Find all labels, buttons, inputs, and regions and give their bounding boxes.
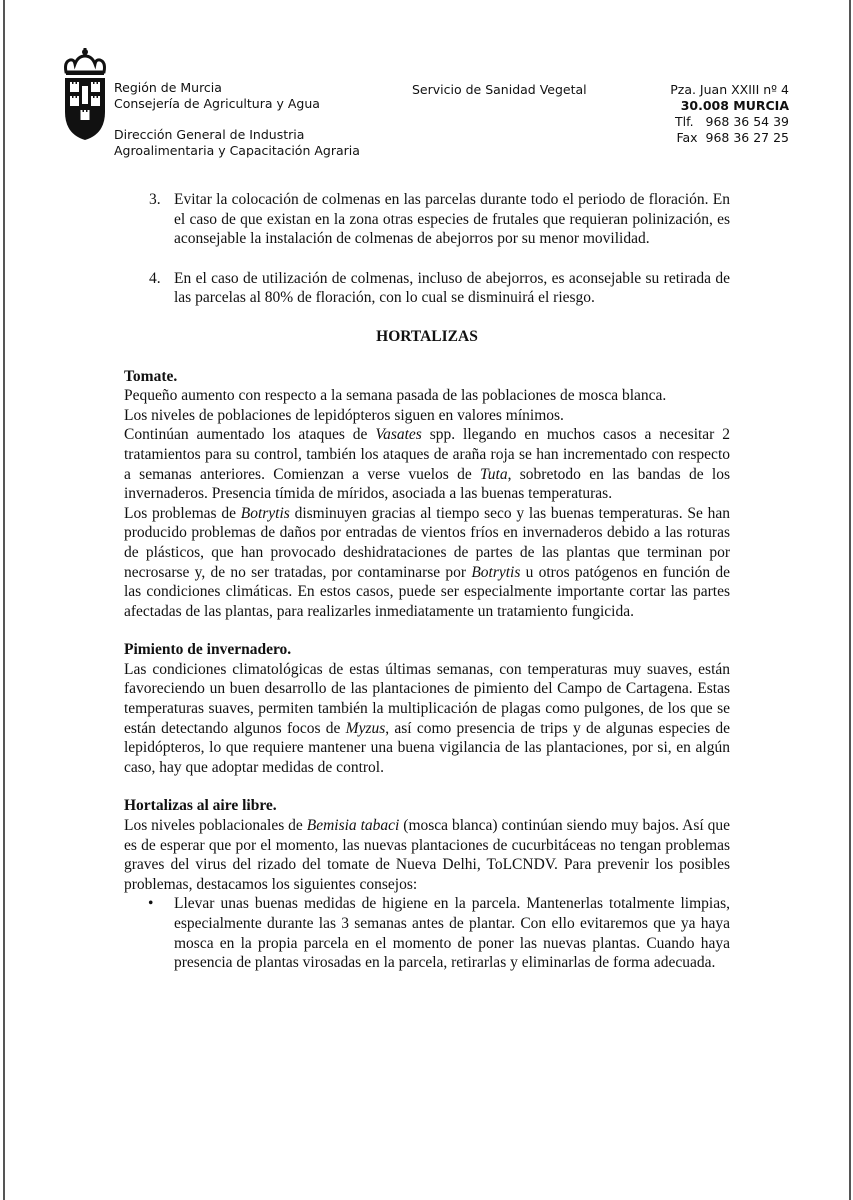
list-item [124, 190, 730, 249]
letterhead [0, 0, 853, 170]
paragraph: Los problemas de Botrytis disminuyen gracias al tiempo seco y las buenas temperaturas. Se han producido problemas de daños por entradas de vientos fríos en invernaderos debido a las roturas de plásticos, que han provocado deshidrataciones de partes de las plantas que terminan por necrosarse y, de no ser tratadas, por contaminarse por Botrytis u otros patógenos en función de las condiciones climáticas. En estos casos, puede ser especialmente importante cortar las partes afectadas de las plantas, para realizarles inmediatamente un tratamiento fungicida. [124, 504, 730, 620]
species-name: Tuta [480, 465, 508, 483]
list-item-number: 4. [149, 269, 161, 287]
service-name: Servicio de Sanidad Vegetal [412, 82, 587, 97]
species-name: Botrytis [240, 504, 290, 522]
address-city: 30.008 MURCIA [680, 98, 789, 113]
paragraph: Las condiciones climatológicas de estas últimas semanas, con temperaturas muy suaves, están favoreciendo un buen desarrollo de las plantaciones de pimiento del Campo de Cartagena. Estas temperaturas suaves, permiten también la multiplicación de plagas como pulgones, de los que se están detectando algunos focos de Myzus, así como presencia de trips y de algunas especies de lepidópteros, lo que requiere mantener una buena vigilancia de las plantaciones, por si, en algún caso, hay que adoptar medidas de control. [124, 660, 730, 776]
subsection-title-tomate: Tomate. [124, 367, 178, 385]
org-line-2: Consejería de Agricultura y Agua [114, 96, 320, 111]
address-block [670, 82, 789, 146]
list-item-text: Evitar la colocación de colmenas en las parcelas durante todo el periodo de floración. En el caso de que existan en la zona otras especies de frutales que requieran polinización, es aconsejable la instalación de colmenas de abejorros por su menor movilidad. [174, 191, 730, 248]
list-item-text: En el caso de utilización de colmenas, incluso de abejorros, es aconsejable su retirada de las parcelas al 80% de floración, con lo cual se disminuirá el riesgo. [174, 269, 730, 307]
organization-name [114, 80, 320, 112]
region-crest-icon [60, 46, 110, 142]
subsection-title-aire-libre: Hortalizas al aire libre. [124, 797, 277, 815]
document-body [124, 190, 730, 973]
org-line-1: Región de Murcia [114, 80, 222, 95]
paragraph: Continúan aumentado los ataques de Vasates spp. llegando en muchos casos a necesitar 2 tratamientos para su control, también los ataques de araña roja se han incrementado con respecto a semanas anteriores. Comienzan a verse vuelos de Tuta, sobretodo en las bandas de los invernaderos. Presencia tímida de míridos, asociada a las buenas temperaturas. [124, 426, 731, 503]
page-left-border [3, 0, 5, 1200]
section-heading: HORTALIZAS [376, 327, 478, 345]
species-name: Bemisia tabaci [306, 817, 400, 835]
bullet-text: Llevar unas buenas medidas de higiene en la parcela. Mantenerlas totalmente limpias, especialmente durante las 3 semanas antes de plantar. Con ello evitaremos que ya haya mosca en la propia parcela en el momento de poner las nuevas plantas. Cuando haya presencia de plantas virosadas en la parcela, retirarlas y eliminarlas de forma adecuada. [174, 895, 730, 972]
list-item [124, 269, 730, 308]
bullet-item [124, 894, 730, 972]
address-fax: Fax 968 36 27 25 [676, 130, 789, 145]
address-street: Pza. Juan XXIII nº 4 [670, 82, 789, 97]
species-name: Botrytis [471, 563, 521, 581]
address-phone: Tlf. 968 36 54 39 [675, 114, 789, 129]
directorate-name [114, 127, 360, 159]
dir-line-2: Agroalimentaria y Capacitación Agraria [114, 143, 360, 158]
subsection-title-pimiento: Pimiento de invernadero. [124, 641, 292, 659]
species-name: Vasates [375, 426, 422, 444]
list-item-number: 3. [149, 191, 161, 208]
paragraph: Pequeño aumento con respecto a la semana pasada de las poblaciones de mosca blanca. [124, 387, 667, 405]
paragraph: Los niveles poblacionales de Bemisia tabaci (mosca blanca) continúan siendo muy bajos. Así que es de esperar que por el momento, las nuevas plantaciones de cucurbitáceas no tengan problemas graves del virus del rizado del tomate de Nueva Delhi, ToLCNDV. Para prevenir los posibles problemas, destacamos los siguientes consejos: [124, 817, 730, 893]
species-name: Myzus [345, 719, 386, 737]
bullet-dot-icon: • [148, 895, 154, 913]
dir-line-1: Dirección General de Industria [114, 127, 305, 142]
paragraph: Los niveles de poblaciones de lepidópteros siguen en valores mínimos. [124, 406, 564, 424]
page-right-border [849, 0, 851, 1200]
